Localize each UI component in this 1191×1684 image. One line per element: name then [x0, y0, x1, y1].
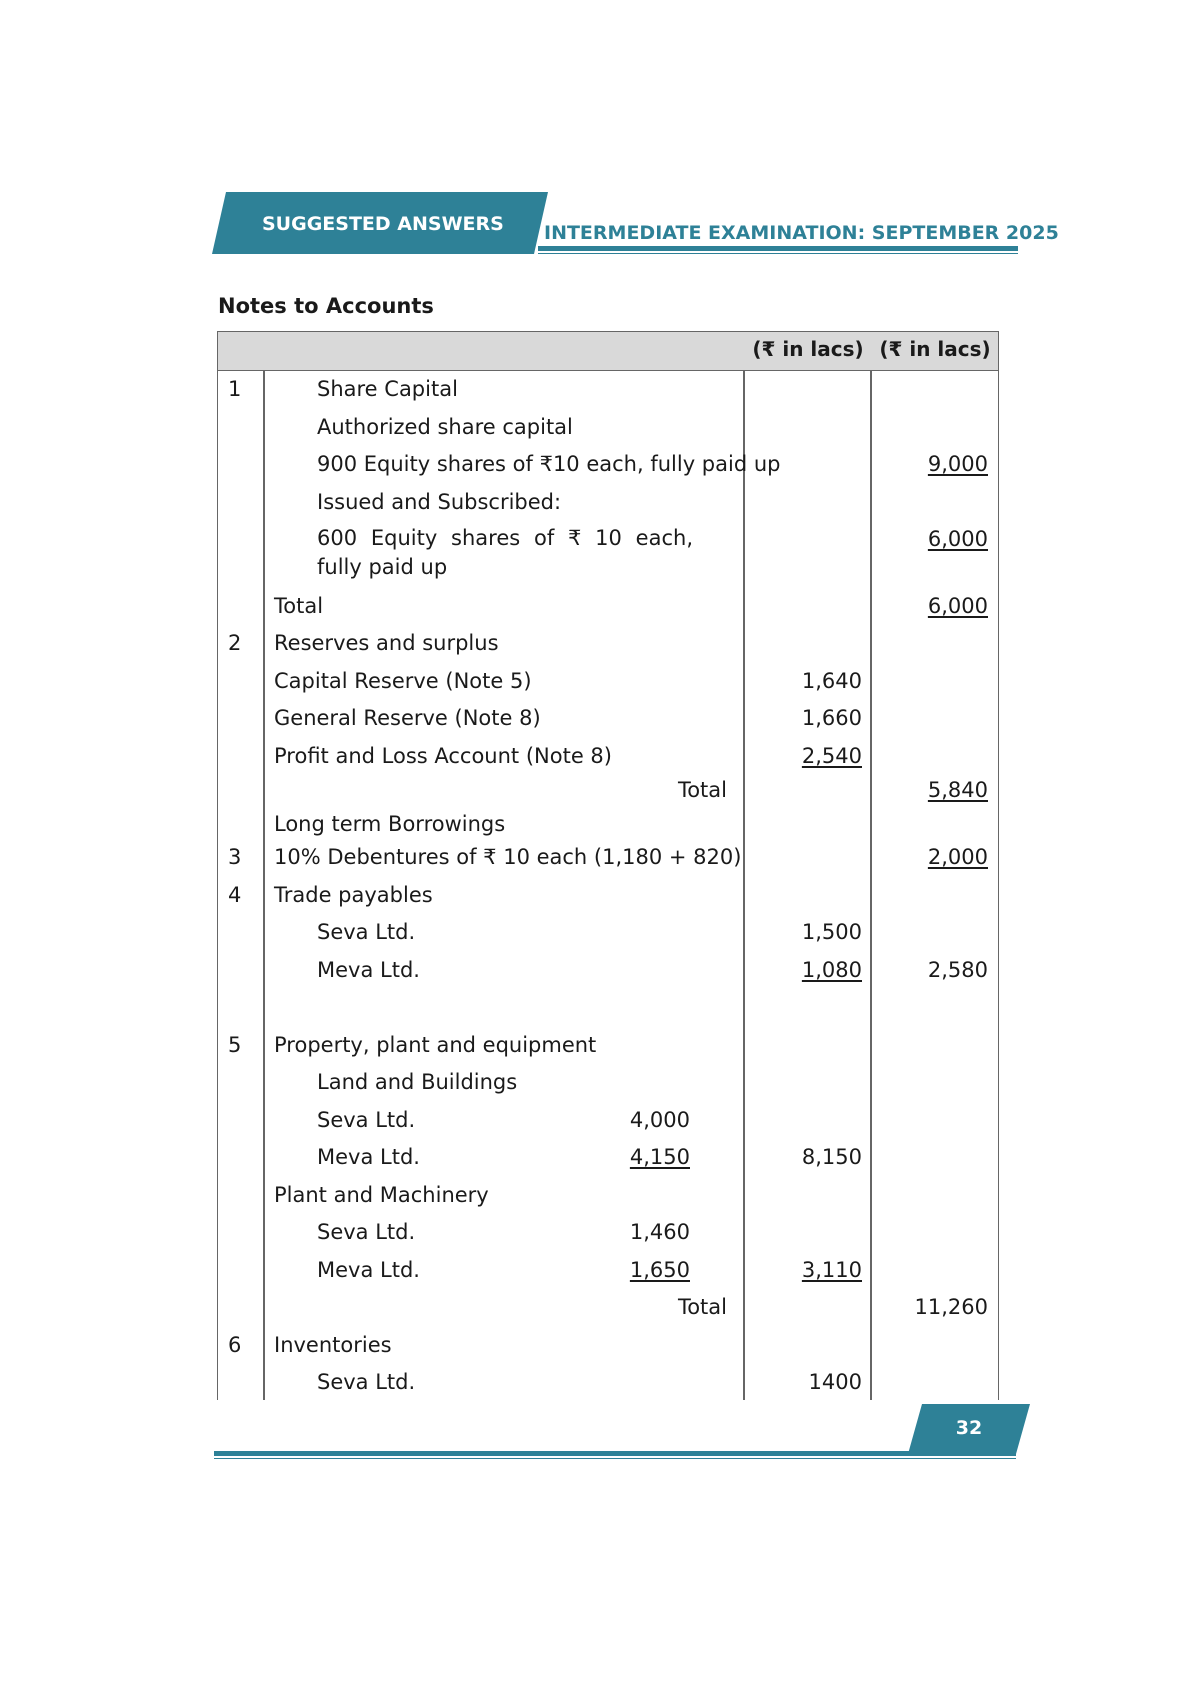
table-header-row [218, 331, 998, 371]
header-left-label: SUGGESTED ANSWERS [262, 213, 504, 235]
footer-rule [214, 1451, 1016, 1456]
amount-total: 2,580 [927, 958, 988, 982]
header-rule-thin [538, 253, 1018, 254]
amount-cell: 1,640 [801, 669, 862, 693]
note-number: 3 [228, 845, 242, 869]
row-label: 600 Equity shares of ₹ 10 each, fully paid up [317, 526, 693, 579]
amount-cell: 2,540 [801, 744, 862, 768]
page-number: 32 [955, 1417, 983, 1439]
row-label: Land and Buildings [317, 1070, 518, 1094]
sub-amount-cell: 1,460 [629, 1220, 690, 1244]
row-label: Meva Ltd. [317, 1145, 420, 1169]
note-title: Property, plant and equipment [274, 1033, 597, 1057]
row-label-total: Total [677, 778, 727, 802]
amount-cell: 1400 [808, 1370, 862, 1394]
note-title: Reserves and surplus [274, 631, 499, 655]
amount-cell: 6,000 [927, 527, 988, 551]
note-number: 5 [228, 1033, 242, 1057]
row-label: Seva Ltd. [317, 1220, 416, 1244]
sub-amount-cell: 4,150 [629, 1145, 690, 1169]
amount-cell: 1,660 [801, 706, 862, 730]
amount-cell: 3,110 [801, 1258, 862, 1282]
sub-amount-cell: 1,650 [629, 1258, 690, 1282]
col-divider-2 [743, 331, 745, 1400]
amount-total: 11,260 [914, 1295, 988, 1319]
col-divider-1 [263, 331, 265, 1400]
row-label: Issued and Subscribed: [317, 490, 562, 514]
col-header-amount-1: (₹ in lacs) [752, 337, 864, 361]
amount-cell: 8,150 [801, 1145, 862, 1169]
note-number: 6 [228, 1333, 242, 1357]
amount-total: 5,840 [927, 778, 988, 802]
col-header-amount-2: (₹ in lacs) [879, 337, 991, 361]
row-label: 900 Equity shares of ₹10 each, fully paid up [317, 452, 781, 476]
row-label: Meva Ltd. [317, 958, 420, 982]
amount-cell: 1,080 [801, 958, 862, 982]
footer-rule-thin [214, 1458, 1016, 1459]
amount-total: 6,000 [927, 594, 988, 618]
row-label: Plant and Machinery [274, 1183, 489, 1207]
note-title: Share Capital [317, 377, 458, 401]
note-number: 1 [228, 377, 242, 401]
amount-cell: 9,000 [927, 452, 988, 476]
note-title: Long term Borrowings [274, 812, 506, 836]
row-label: 10% Debentures of ₹ 10 each (1,180 + 820) [274, 845, 742, 869]
row-label: Seva Ltd. [317, 1108, 416, 1132]
note-title: Trade payables [274, 883, 433, 907]
row-label: Profit and Loss Account (Note 8) [274, 744, 612, 768]
note-number: 2 [228, 631, 242, 655]
note-number: 4 [228, 883, 242, 907]
row-label-total: Total [677, 1295, 727, 1319]
row-label: Seva Ltd. [317, 1370, 416, 1394]
note-title: Inventories [274, 1333, 392, 1357]
row-label-total: Total [274, 594, 324, 618]
header-rule [538, 246, 1018, 251]
section-title: Notes to Accounts [218, 294, 434, 318]
col-divider-3 [870, 331, 872, 1400]
sub-amount-cell: 4,000 [629, 1108, 690, 1132]
header-right-label: INTERMEDIATE EXAMINATION: SEPTEMBER 2025 [544, 222, 1059, 244]
amount-cell: 1,500 [801, 920, 862, 944]
row-label: Capital Reserve (Note 5) [274, 669, 532, 693]
row-label: Meva Ltd. [317, 1258, 420, 1282]
row-label: Seva Ltd. [317, 920, 416, 944]
notes-table [217, 331, 999, 1400]
amount-cell: 2,000 [927, 845, 988, 869]
row-label: General Reserve (Note 8) [274, 706, 541, 730]
row-label: Authorized share capital [317, 415, 573, 439]
